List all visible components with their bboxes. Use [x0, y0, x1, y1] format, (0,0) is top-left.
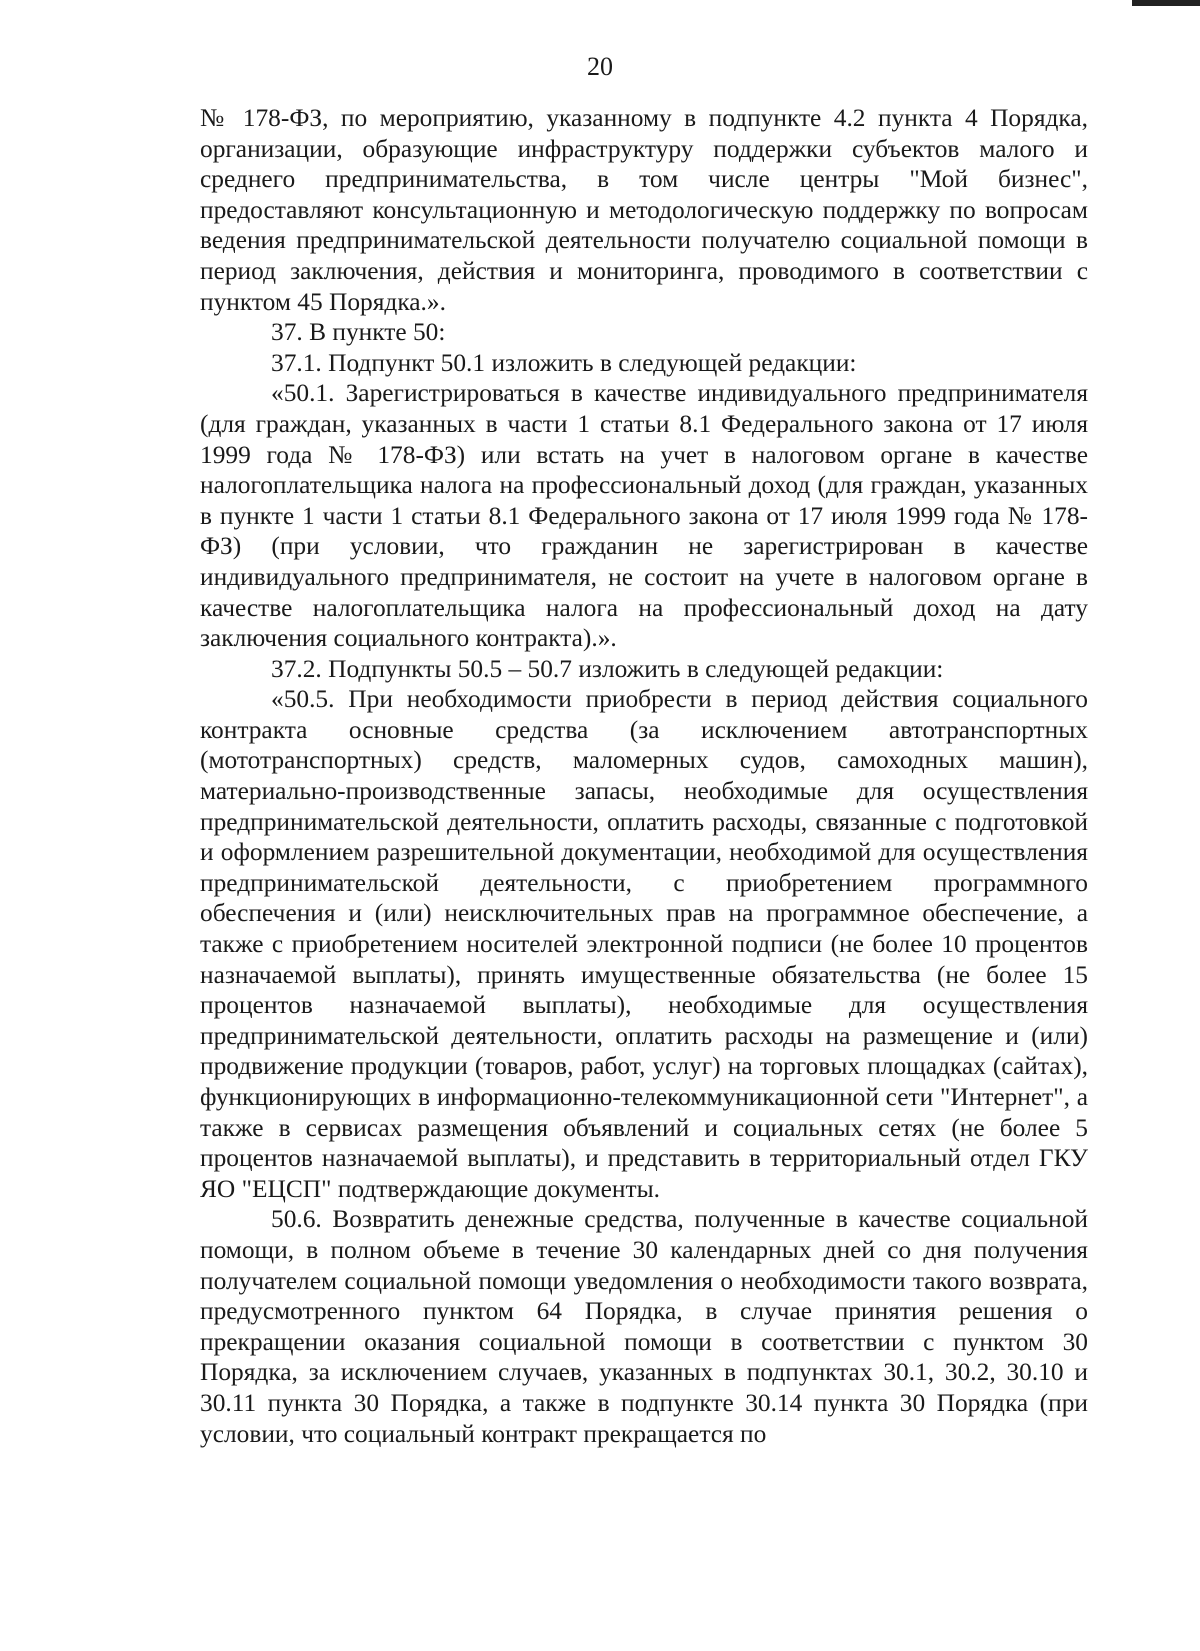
paragraph-item-50-5: «50.5. При необходимости приобрести в период действия социального контракта основные средства (за исключением автотранспортных (мототранспортных) средств, маломерных судов, самоходных машин), материально-производственные запасы, необходимые для осуществления предпринимательской деятельности, оплатить расходы, связанные с подготовкой и оформлением разрешительной документации, необходимой для осуществления предпринимательской деятельности, с приобретением программного обеспечения и (или) неисключительных прав на программное обеспечение, а также с приобретением носителей электронной подписи (не более 10 процентов назначаемой выплаты), принять имущественные обязательства (не более 15 процентов назначаемой выплаты), необходимые для осуществления предпринимательской деятельности, оплатить расходы на размещение и (или) продвижение продукции (товаров, работ, услуг) на торговых площадках (сайтах), функционирующих в информационно-телекоммуникационной сети "Интернет", а также в сервисах размещения объявлений и социальных сетях (не более 5 процентов назначаемой выплаты), и представить в территориальный отдел ГКУ ЯО "ЕЦСП" подтверждающие документы.: [200, 685, 1088, 1203]
paragraph-item-37-1: 37.1. Подпункт 50.1 изложить в следующей редакции:: [271, 348, 857, 377]
paragraph-item-50-1: «50.1. Зарегистрироваться в качестве индивидуального предпринимателя (для граждан, указанных в части 1 статьи 8.1 Федерального закона от 17 июля 1999 года № 178-ФЗ) или встать на учет в налоговом органе в качестве налогоплательщика налога на профессиональный доход (для граждан, указанных в пункте 1 части 1 статьи 8.1 Федерального закона от 17 июля 1999 года № 178-ФЗ) (при условии, что гражданин не зарегистрирован в качестве индивидуального предпринимателя, не состоит на учете в налоговом органе в качестве налогоплательщика налога на профессиональный доход на дату заключения социального контракта).».: [200, 379, 1088, 653]
paragraph-item-37-2: 37.2. Подпункты 50.5 – 50.7 изложить в следующей редакции:: [271, 654, 944, 683]
document-body: [200, 103, 1088, 1449]
scan-corner-mark: [1132, 0, 1200, 6]
page-number: 20: [587, 52, 613, 81]
paragraph-item-50-6: 50.6. Возвратить денежные средства, полученные в качестве социальной помощи, в полном объеме в течение 30 календарных дней со дня получения получателем социальной помощи уведомления о необходимости такого возврата, предусмотренного пунктом 64 Порядка, в случае принятия решения о прекращении оказания социальной помощи в соответствии с пунктом 30 Порядка, за исключением случаев, указанных в подпунктах 30.1, 30.2, 30.10 и 30.11 пункта 30 Порядка, а также в подпункте 30.14 пункта 30 Порядка (при условии, что социальный контракт прекращается по: [200, 1205, 1088, 1448]
paragraph-item-37: 37. В пункте 50:: [271, 318, 446, 347]
paragraph-continuation: № 178-ФЗ, по мероприятию, указанному в подпункте 4.2 пункта 4 Порядка, организации, образующие инфраструктуру поддержки субъектов малого и среднего предпринимательства, в том числе центры "Мой бизнес", предоставляют консультационную и методологическую поддержку по вопросам ведения предпринимательской деятельности получателю социальной помощи в период заключения, действия и мониторинга, проводимого в соответствии с пунктом 45 Порядка.».: [200, 104, 1088, 316]
